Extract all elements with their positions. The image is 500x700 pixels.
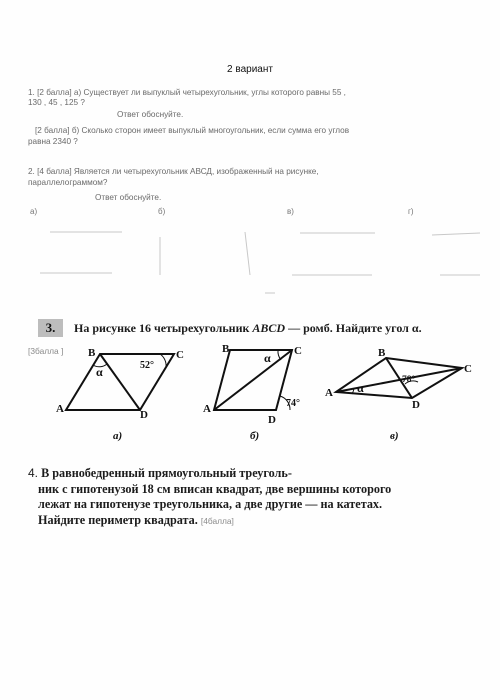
rhombus-figure-a [56,347,184,421]
fig-b-alpha: α [264,351,271,365]
fig-c-vertex-d: D [412,399,420,411]
task4-line3: лежат на гипотенузе треугольника, а две другие — на катетах. [38,497,383,512]
fig-a-caption: а) [113,430,123,442]
task3-question [74,321,422,336]
variant-title: 2 вариант [227,64,273,75]
task2-line2: параллелограммом? [28,178,108,187]
task2-fig-label-d: г) [408,207,414,216]
fig-a-alpha: α [96,365,103,379]
fig-b-vertex-b: B [222,343,230,355]
task1-line1: 1. [2 балла] а) Существует ли выпуклый четырехугольник, углы которого равны 55 , [28,88,346,97]
task1-line2: 130 , 45 , 125 ? [28,98,85,107]
fig-b-angle-label: 74° [286,398,300,409]
task4-question [28,466,391,529]
fig-a-angle-label: 52° [140,360,154,371]
fig-c-alpha: α [357,381,364,395]
task1-line3: [2 балла] б) Сколько сторон имеет выпуклый многоугольник, если сумма его углов [35,126,350,135]
task2-fig-label-c: в) [287,207,294,216]
task4-score: [4балла] [200,515,234,526]
task2-faint-figures [0,215,500,310]
task1-answer-hint: Ответ обоснуйте. [117,110,184,119]
task3-score: [3балла ] [28,346,64,356]
task2-answer-hint: Ответ обоснуйте. [95,193,162,202]
fig-a-vertex-a: A [56,403,64,415]
fig-c-vertex-c: C [464,363,472,375]
task4-line2: ник с гипотенузой 18 см вписан квадрат, две вершины которого [38,481,392,496]
task1-line4: равна 2340 ? [28,137,78,146]
fig-a-vertex-b: B [88,347,96,359]
task3-text-pre: На рисунке 16 четырехугольник [74,321,253,335]
fig-b-vertex-d: D [268,414,276,426]
fig-b-caption: б) [250,430,260,442]
task2-fig-label-b: б) [158,207,166,216]
task4-line1: В равнобедренный прямоугольный треуголь- [41,466,292,480]
fig-c-vertex-a: A [325,387,333,399]
fig-a-vertex-c: C [176,349,184,361]
task3-number: 3. [38,319,63,337]
fig-c-angle-label: 78° [402,375,416,385]
task3-text-post: — ромб. Найдите угол α. [285,321,422,335]
task4-number: 4. [28,466,39,480]
rhombus-figure-b [203,343,302,426]
fig-b-vertex-a: A [203,403,211,415]
task2-fig-label-a: а) [30,207,38,216]
task4-line4-row [28,513,391,530]
rhombus-figure-c [325,347,472,411]
task3-text-abcd: ABCD [252,321,286,335]
fig-b-vertex-c: C [294,345,302,357]
fig-c-caption: в) [390,430,399,442]
task4-line1-row [28,466,391,482]
fig-c-vertex-b: B [378,347,386,359]
task4-line4: Найдите периметр квадрата. [38,512,198,527]
fig-a-vertex-d: D [140,409,148,421]
task3-figures [0,340,500,460]
task2-line1: 2. [4 балла] Является ли четырехугольник АВСД, изображенный на рисунке, [28,167,319,176]
